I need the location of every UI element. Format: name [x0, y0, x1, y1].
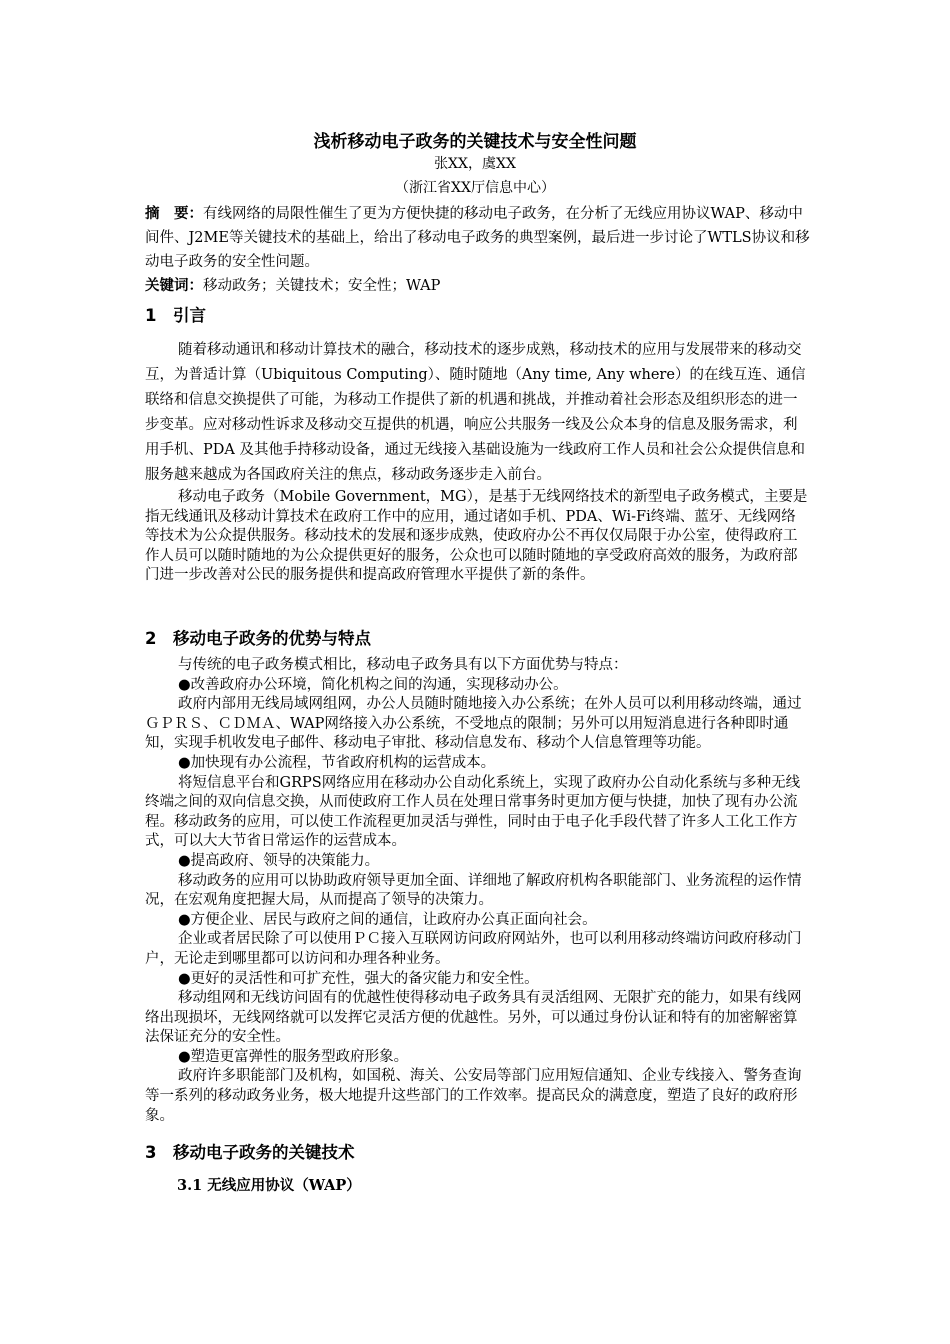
paragraph: 移动政务的应用可以协助政府领导更加全面、详细地了解政府机构各职能部门、业务流程的运作情况，在宏观角度把握大局，从而提高了领导的决策力。	[145, 872, 802, 909]
paragraph: 政府内部用无线局域网组网，办公人员随时随地接入办公系统；在外人员可以利用移动终端，通过ＧＰＲＳ、ＣＤＭＡ、WAP网络接入办公系统，不受地点的限制；另外可以用短消息进行各种即时通知，实现手机收发电子邮件、移动电子审批、移动信息发布、移动个人信息管理等功能。	[145, 696, 802, 752]
affiliation: （浙江省XX厅信息中心）	[395, 180, 555, 196]
paragraph: 将短信息平台和GRPS网络应用在移动办公自动化系统上，实现了政府办公自动化系统与多种无线终端之间的双向信息交换，从而使政府工作人员在处理日常事务时更加方便与快捷，加快了现有办公流程。移动政务的应用，可以使工作流程更加灵活与弹性，同时由于电子化手段代替了许多人工化工作方式，可以大大节省日常运作的运营成本。	[145, 774, 801, 850]
subsection-3-1-heading: 3.1 无线应用协议（WAP）	[177, 1177, 361, 1194]
bullet-item: ●更好的灵活性和可扩充性，强大的备灾能力和安全性。	[178, 970, 539, 987]
section-number: 2	[145, 629, 157, 648]
abstract	[145, 202, 810, 274]
abstract-text: 有线网络的局限性催生了更为方便快捷的移动电子政务，在分析了无线应用协议WAP、移动中间件、J2ME等关键技术的基础上，给出了移动电子政务的典型案例，最后进一步讨论了WTLS协议和移动电子政务的安全性问题。	[145, 206, 810, 270]
paragraph: 企业或者居民除了可以使用ＰＣ接入互联网访问政府网站外，也可以利用移动终端访问政府移动门户，无论走到哪里都可以访问和办理各种业务。	[145, 931, 802, 967]
keywords-label: 关键词：	[145, 277, 203, 294]
section-2-body	[145, 656, 810, 1126]
section-3-heading	[145, 1139, 355, 1163]
paragraph: 与传统的电子政务模式相比，移动电子政务具有以下方面优势与特点：	[178, 657, 628, 673]
section-number: 3	[145, 1143, 157, 1162]
section-1-body	[145, 338, 810, 586]
section-title: 移动电子政务的优势与特点	[173, 629, 371, 648]
section-number: 1	[145, 306, 157, 325]
paragraph: 随着移动通讯和移动计算技术的融合，移动技术的逐步成熟，移动技术的应用与发展带来的移动交互，为普适计算（Ubiquitous Computing）、随时随地（Any time, Any where）的在线互连、通信联络和信息交换提供了可能，为移动工作提供了新的机遇和挑战，并推动着社会形态及组织形态的进一步变革。应对移动性诉求及移动交互提供的机遇，响应公共服务一线及公众本身的信息及服务需求，利用手机、PDA 及其他手持移动设备，通过无线接入基础设施为一线政府工作人员和社会公众提供信息和服务越来越成为各国政府关注的焦点，移动政务逐步走入前台。	[145, 342, 806, 483]
abstract-label: 摘 要：	[145, 205, 203, 222]
bullet-item: ●加快现有办公流程，节省政府机构的运营成本。	[178, 754, 496, 771]
bullet-item: ●改善政府办公环境，简化机构之间的沟通，实现移动办公。	[178, 676, 568, 693]
paragraph: 移动电子政务（Mobile Government，MG），是基于无线网络技术的新型电子政务模式，主要是指无线通讯及移动计算技术在政府工作中的应用，通过诸如手机、PDA、Wi-Fi终端、蓝牙、无线网络等技术为公众提供服务。移动技术的发展和逐步成熟，使政府办公不再仅仅局限于办公室，使得政府工作人员可以随时随地的为公众提供更好的服务，公众也可以随时随地的享受政府高效的服务，为政府部门进一步改善对公民的服务提供和提高政府管理水平提供了新的条件。	[145, 489, 808, 583]
section-title: 引言	[173, 306, 206, 325]
keywords	[145, 274, 810, 298]
authors: 张XX，虞XX	[434, 156, 516, 172]
paragraph: 移动组网和无线访问固有的优越性使得移动电子政务具有灵活组网、无限扩充的能力，如果有线网络出现损坏，无线网络就可以发挥它灵活方便的优越性。另外，可以通过身份认证和特有的加密解密算法保证充分的安全性。	[145, 990, 802, 1046]
bullet-item: ●提高政府、领导的决策能力。	[178, 852, 380, 869]
bullet-item: ●塑造更富弹性的服务型政府形象。	[178, 1048, 409, 1065]
abstract-block	[145, 202, 810, 298]
keywords-text: 移动政务；关键技术；安全性；WAP	[203, 278, 441, 294]
section-2-heading	[145, 625, 371, 649]
paragraph: 政府许多职能部门及机构，如国税、海关、公安局等部门应用短信通知、企业专线接入、警务查询等一系列的移动政务业务，极大地提升这些部门的工作效率。提高民众的满意度，塑造了良好的政府形象。	[145, 1068, 802, 1124]
section-title: 移动电子政务的关键技术	[173, 1143, 355, 1162]
section-1-heading	[145, 302, 206, 326]
paper-title: 浅析移动电子政务的关键技术与安全性问题	[313, 132, 637, 152]
bullet-item: ●方便企业、居民与政府之间的通信，让政府办公真正面向社会。	[178, 911, 597, 928]
